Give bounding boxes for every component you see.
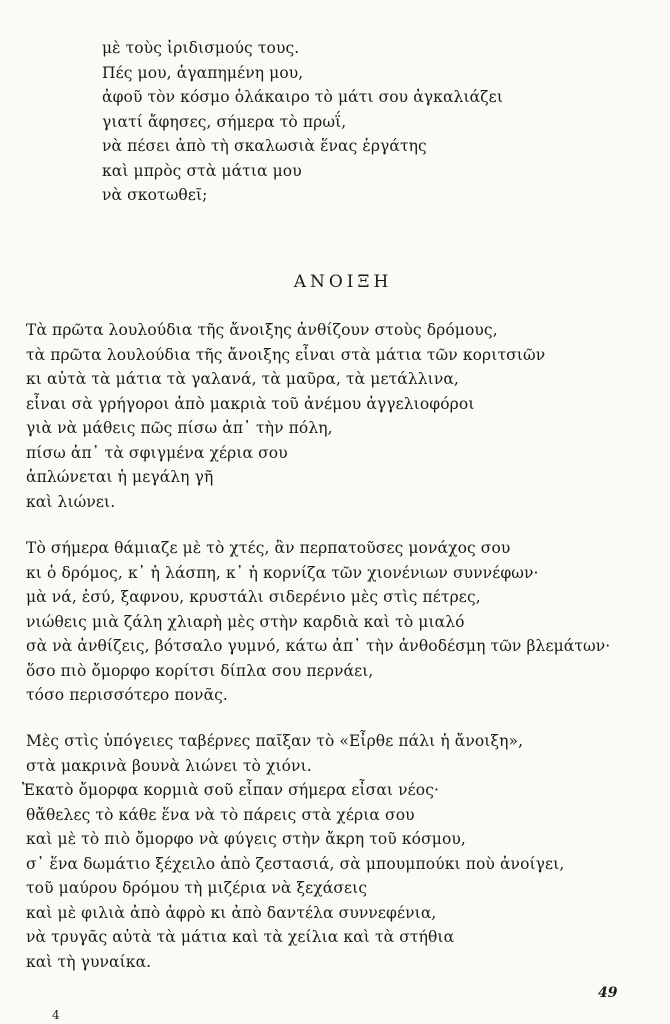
poem-line: καὶ μπρὸς στὰ μάτια μου [102,161,302,180]
poem-line: γιατί ἄφησες, σήμερα τὸ πρωΐ, [102,112,347,131]
poem-line: τοῦ μαύρου δρόμου τὴ μιζέρια νὰ ξεχάσεις [26,879,368,897]
poem-line: τὰ πρῶτα λουλούδια τῆς ἄνοιξης εἶναι στὰ μάτια τῶν κοριτσιῶν [26,345,546,364]
poem-line: Πές μου, ἀγαπημένη μου, [102,63,304,82]
poem-line: καὶ λιώνει. [26,492,116,511]
poem-line: Μὲς στὶς ὑπόγειες ταβέρνες παῖξαν τὸ «Εἶρθε πάλι ἡ ἄνοιξη», [26,732,524,750]
stanza-2 [0,536,670,708]
poem-line: θἄθελες τὸ κάθε ἕνα νὰ τὸ πάρεις στὰ χέρια σου [26,805,415,824]
poem-line: Ἑκατὸ ὄμορφα κορμιὰ σοῦ εἶπαν σήμερα εἶσαι νέος· [22,781,440,799]
poem-line: καὶ τὴ γυναίκα. [26,952,152,971]
poem-line: μὰ νά, ἐσύ, ξαφνου, κρυστάλι σιδερένιο μὲς στὶς πέτρες, [26,588,481,606]
poem-line: νὰ πέσει ἀπὸ τὴ σκαλωσιὰ ἕνας ἐργάτης [102,137,427,155]
poem-line: νιώθεις μιὰ ζάλη χλιαρὴ μὲς στὴν καρδιὰ καὶ τὸ μιαλό [26,612,465,631]
poem-line: καὶ μὲ τὸ πιὸ ὄμορφο νὰ φύγεις στὴν ἄκρη τοῦ κόσμου, [26,830,466,848]
poem-line: ἁπλώνεται ἡ μεγάλη γῆ [26,468,214,486]
stanza-3 [0,729,670,974]
poem-line: πίσω ἀπ᾿ τὰ σφιγμένα χέρια σου [26,443,288,462]
poem-line: ὅσο πιὸ ὄμορφο κορίτσι δίπλα σου περνάει, [26,661,374,680]
poem-line: κι αὐτὰ τὰ μάτια τὰ γαλανά, τὰ μαῦρα, τὰ μετάλλινα, [26,370,459,388]
poem-line: Τὸ σήμερα θάμιαζε μὲ τὸ χτές, ἂν περπατοῦσες μονάχος σου [26,539,511,557]
poem-line: γιὰ νὰ μάθεις πῶς πίσω ἀπ᾿ τὴν πόλη, [26,419,333,437]
page-number: 49 [598,985,618,1001]
poem-line: εἶναι σὰ γρήγοροι ἀπὸ μακριὰ τοῦ ἀνέμου ἀγγελιοφόροι [26,394,475,413]
signature-mark: 4 [52,1008,60,1022]
poem-title: ΑΝΟΙΞΗ [293,272,393,292]
continuation-stanza [0,36,670,208]
poem-line: στὰ μακρινὰ βουνὰ λιώνει τὸ χιόνι. [26,756,312,775]
poem-line: σ᾿ ἕνα δωμάτιο ξέχειλο ἀπὸ ζεστασιά, σὰ μπουμπούκι ποὺ ἀνοίγει, [26,854,565,873]
poem-line: σὰ νὰ ἀνθίζεις, βότσαλο γυμνό, κάτω ἀπ᾿ τὴν ἀνθοδέσμη τῶν βλεμάτων· [26,637,611,655]
poem-line: μὲ τοὺς ἰριδισμούς τους. [102,39,300,57]
poem-line: ἀφοῦ τὸν κόσμο ὁλάκαιρο τὸ μάτι σου ἀγκαλιάζει [102,88,503,106]
poem-line: καὶ μὲ φιλιὰ ἀπὸ ἀφρὸ κι ἀπὸ δαντέλα συννεφένια, [26,903,437,922]
poem-line: νὰ σκοτωθεῖ; [102,186,208,204]
poem-line: τόσο περισσότερο πονᾶς. [26,686,228,704]
poem-line: νὰ τρυγᾶς αὐτὰ τὰ μάτια καὶ τὰ χείλια καὶ τὰ στήθια [26,928,455,946]
stanza-1 [0,318,670,514]
poem-line: κι ὁ δρόμος, κ᾿ ἡ λάσπη, κ᾿ ἡ κορνίζα τῶν χιονένιων συννέφων· [26,563,539,582]
poem-line: Τὰ πρῶτα λουλούδια τῆς ἄνοιξης ἀνθίζουν στοὺς δρόμους, [26,321,498,339]
